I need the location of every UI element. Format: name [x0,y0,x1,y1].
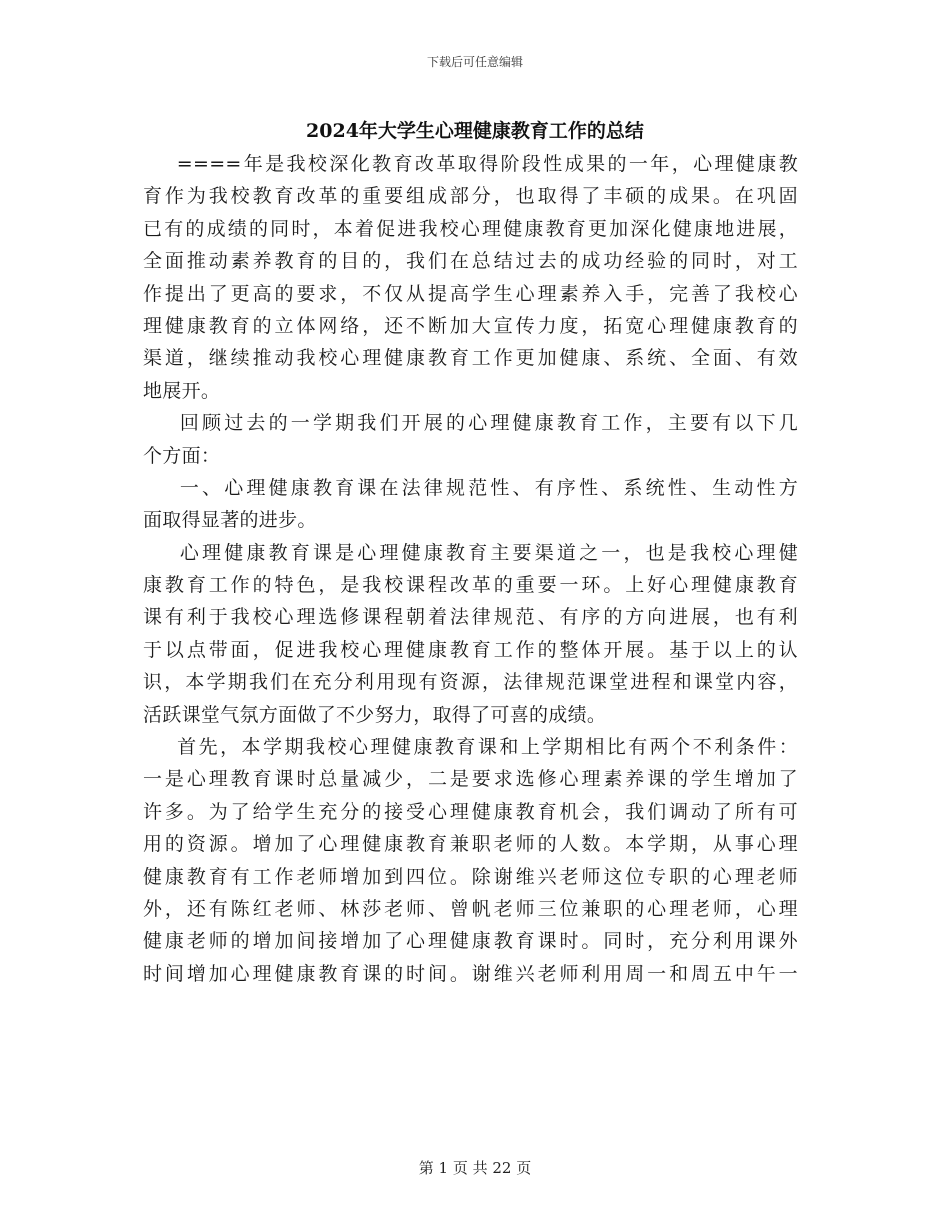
body-text-line: 全面推动素养教育的目的，我们在总结过去的成功经验的同时，对工 [143,250,798,273]
body-text-line: 已有的成绩的同时，本着促进我校心理健康教育更加深化健康地进展， [143,217,798,240]
body-text-line: 理健康教育的立体网络，还不断加大宣传力度，拓宽心理健康教育的 [143,314,798,337]
body-text-line: 一、心理健康教育课在法律规范性、有序性、系统性、生动性方 [143,476,798,499]
body-text-line: 地展开。 [143,379,221,402]
page-header-note: 下载后可任意编辑 [426,55,523,69]
body-text-line: 活跃课堂气氛方面做了不少努力，取得了可喜的成绩。 [143,703,607,726]
body-text-line: 外，还有陈红老师、林莎老师、曾帆老师三位兼职的心理老师，心理 [143,897,798,920]
body-text-line: 课有利于我校心理选修课程朝着法律规范、有序的方向进展，也有利 [143,606,798,629]
body-text-line: 渠道，继续推动我校心理健康教育工作更加健康、系统、全面、有效 [143,347,798,370]
body-text-line: ====年是我校深化教育改革取得阶段性成果的一年，心理健康教 [143,153,798,175]
body-text-line: 用的资源。增加了心理健康教育兼职老师的人数。本学期，从事心理 [143,833,798,856]
document-title: 2024年大学生心理健康教育工作的总结 [306,120,644,142]
body-text-line: 健康老师的增加间接增加了心理健康教育课时。同时，充分利用课外 [143,930,798,953]
body-text-line: 识，本学期我们在充分利用现有资源，法律规范课堂进程和课堂内容， [143,671,798,694]
body-text-line: 时间增加心理健康教育课的时间。谢维兴老师利用周一和周五中午一 [143,962,798,985]
body-text-line: 许多。为了给学生充分的接受心理健康教育机会，我们调动了所有可 [143,800,798,823]
document-body [143,148,798,990]
body-text-line: 作提出了更高的要求，不仅从提高学生心理素养入手，完善了我校心 [143,282,798,305]
body-text-line: 个方面： [143,444,221,467]
body-text-line: 育作为我校教育改革的重要组成部分，也取得了丰硕的成果。在巩固 [143,185,798,208]
body-text-line: 健康教育有工作老师增加到四位。除谢维兴老师这位专职的心理老师 [143,865,798,888]
page-footer-number: 第 1 页 共 22 页 [418,1159,532,1177]
body-text-line: 面取得显著的进步。 [143,509,317,532]
body-text-line: 康教育工作的特色，是我校课程改革的重要一环。上好心理健康教育 [143,574,798,597]
body-text-line: 心理健康教育课是心理健康教育主要渠道之一，也是我校心理健 [143,541,798,564]
body-text-line: 于以点带面，促进我校心理健康教育工作的整体开展。基于以上的认 [143,638,798,661]
body-text-line: 一是心理教育课时总量减少，二是要求选修心理素养课的学生增加了 [143,768,798,791]
body-text-line: 回顾过去的一学期我们开展的心理健康教育工作，主要有以下几 [143,412,798,435]
body-text-line: 首先，本学期我校心理健康教育课和上学期相比有两个不利条件： [143,736,798,759]
